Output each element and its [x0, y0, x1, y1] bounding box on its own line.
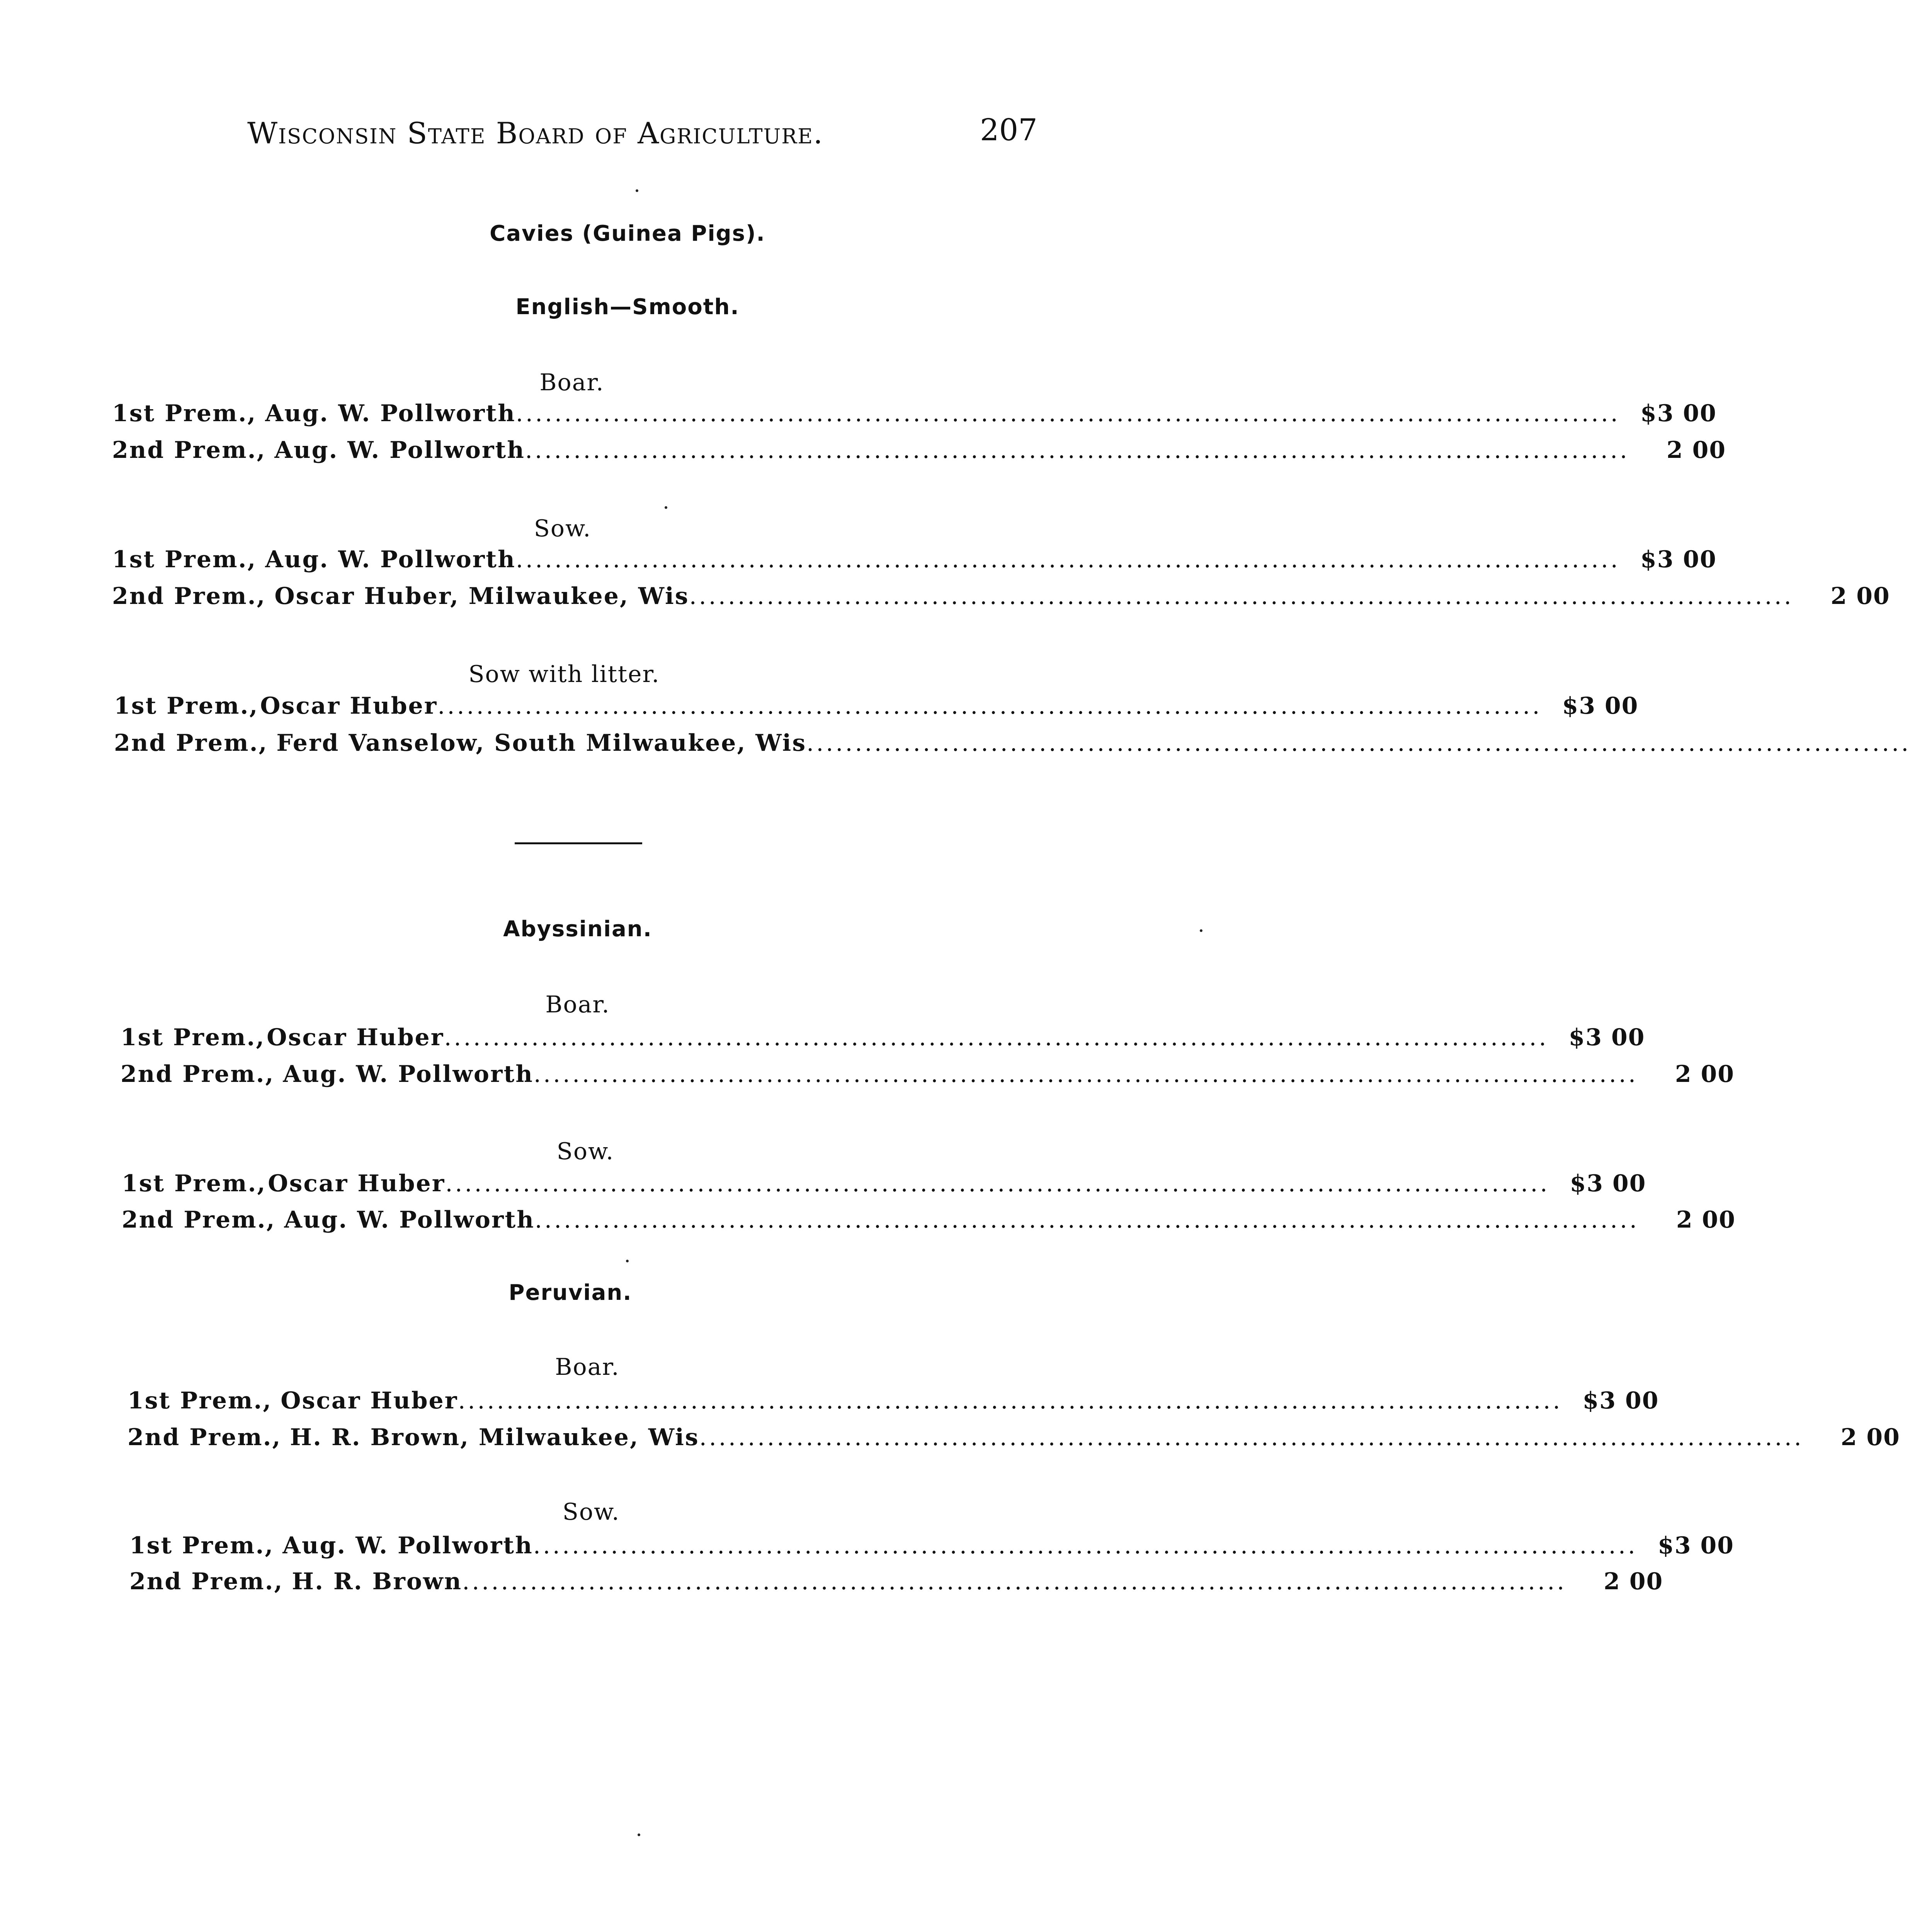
award-winner: Oscar Huber [268, 1170, 446, 1197]
award-place: 2nd Prem., [128, 1424, 282, 1451]
group-label-sow-with-litter: Sow with litter. [468, 661, 660, 688]
award-winner: Oscar Huber, Milwaukee, Wis [274, 583, 689, 610]
award-winner: Aug. W. Pollworth [282, 1532, 533, 1559]
page-title: Cavies (Guinea Pigs). [490, 221, 765, 246]
award-place: 2nd Prem., [122, 1206, 276, 1233]
award-row [129, 1532, 1734, 1563]
award-row [128, 1387, 1659, 1418]
award-amount: 2 00 [1675, 1061, 1735, 1088]
award-place: 1st Prem., [121, 1024, 265, 1051]
dot-leader: .................................................................................................................. [689, 583, 1794, 610]
award-winner: Aug. W. Pollworth [265, 400, 516, 427]
page-number: 207 [980, 113, 1037, 148]
award-row [112, 400, 1717, 431]
award-row [128, 1424, 1900, 1455]
award-amount: $3 00 [1582, 1387, 1659, 1414]
dot-leader: .................................................................................................................. [437, 692, 1542, 719]
section-heading-peruvian: Peruvian. [509, 1280, 632, 1305]
running-head: Wisconsin State Board of Agriculture. [247, 116, 824, 150]
award-row [129, 1568, 1663, 1599]
award-row [122, 1206, 1736, 1237]
award-amount: $3 00 [1570, 1170, 1646, 1197]
dot-leader: .................................................................................................................. [462, 1568, 1567, 1595]
group-label-sow: Sow. [562, 1498, 620, 1526]
award-winner: Ferd Vanselow, South Milwaukee, Wis [276, 730, 807, 757]
section-divider [515, 842, 642, 844]
award-place: 1st Prem., [112, 400, 257, 427]
scan-speck [1200, 929, 1202, 932]
award-winner: Aug. W. Pollworth [284, 1206, 535, 1233]
award-row [112, 583, 1890, 614]
award-amount: 2 00 [1830, 583, 1890, 610]
dot-leader: .................................................................................................................. [699, 1424, 1804, 1451]
award-place: 2nd Prem., [112, 583, 266, 610]
award-row [112, 546, 1717, 577]
award-row [112, 437, 1726, 468]
award-winner: Oscar Huber [281, 1387, 458, 1414]
award-place: 2nd Prem., [129, 1568, 284, 1595]
award-winner: Aug. W. Pollworth [265, 546, 516, 573]
dot-leader: .................................................................................................................. [458, 1387, 1563, 1414]
award-amount: 2 00 [1666, 437, 1726, 464]
scan-speck [665, 506, 667, 509]
award-amount: 2 00 [1604, 1568, 1663, 1595]
award-place: 2nd Prem., [121, 1061, 275, 1088]
award-place: 1st Prem., [128, 1387, 272, 1414]
award-row [121, 1024, 1645, 1055]
award-place: 1st Prem., [112, 546, 257, 573]
award-row [122, 1170, 1646, 1201]
award-winner: H. R. Brown, Milwaukee, Wis [290, 1424, 699, 1451]
award-amount: $3 00 [1640, 546, 1717, 573]
award-place: 1st Prem., [122, 1170, 267, 1197]
dot-leader: .................................................................................................................. [533, 1532, 1638, 1559]
award-row [114, 730, 1911, 760]
group-label-boar: Boar. [545, 991, 610, 1018]
award-amount: $3 00 [1562, 692, 1639, 719]
award-amount: $3 00 [1658, 1532, 1734, 1559]
dot-leader: .................................................................................................................. [534, 1206, 1639, 1233]
award-winner: H. R. Brown [292, 1568, 463, 1595]
award-amount: $3 00 [1640, 400, 1717, 427]
scan-speck [638, 1833, 640, 1836]
dot-leader: .................................................................................................................. [515, 400, 1620, 427]
section-heading-english-smooth: English—Smooth. [515, 294, 740, 320]
award-place: 2nd Prem., [114, 730, 268, 757]
section-heading-abyssinian: Abyssinian. [503, 917, 652, 942]
scan-speck [636, 189, 638, 192]
dot-leader: .................................................................................................................. [515, 546, 1620, 573]
award-winner: Oscar Huber [267, 1024, 444, 1051]
award-place: 1st Prem., [129, 1532, 274, 1559]
award-amount: $3 00 [1568, 1024, 1645, 1051]
dot-leader: .................................................................................................................. [525, 437, 1630, 464]
dot-leader: .................................................................................................................. [444, 1024, 1549, 1051]
group-label-boar: Boar. [555, 1354, 620, 1381]
award-winner: Aug. W. Pollworth [274, 437, 525, 464]
award-row [121, 1061, 1735, 1092]
award-winner: Oscar Huber [260, 692, 438, 719]
award-place: 1st Prem., [114, 692, 259, 719]
award-place: 2nd Prem., [112, 437, 266, 464]
dot-leader: .................................................................................................................. [445, 1170, 1550, 1197]
group-label-boar: Boar. [539, 369, 604, 396]
group-label-sow: Sow. [556, 1138, 614, 1165]
dot-leader: .................................................................................................................. [533, 1061, 1638, 1088]
dot-leader: .................................................................................................................. [806, 730, 1911, 757]
award-amount: 2 00 [1840, 1424, 1900, 1451]
award-amount [1915, 730, 1932, 757]
scan-speck [626, 1260, 629, 1262]
award-row [114, 692, 1639, 723]
award-amount: 2 00 [1676, 1206, 1736, 1233]
group-label-sow: Sow. [534, 515, 592, 542]
award-winner: Aug. W. Pollworth [283, 1061, 534, 1088]
